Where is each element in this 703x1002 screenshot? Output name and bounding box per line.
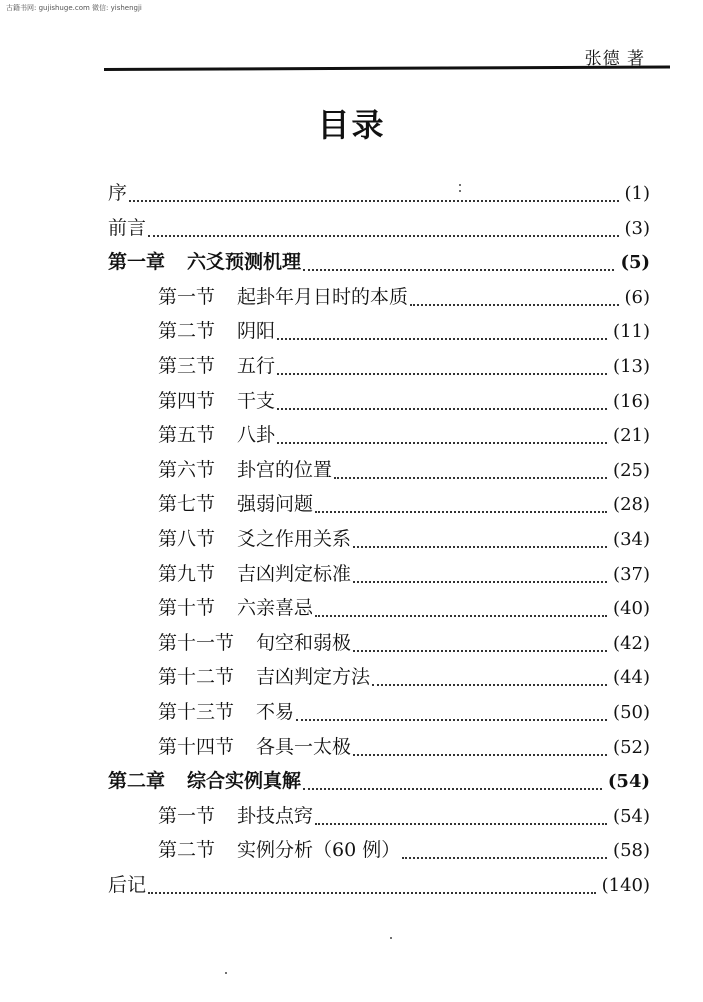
toc-entry-number: 第九节: [158, 562, 216, 585]
toc-entry-number: 第三节: [158, 355, 216, 377]
toc-entry-label: [158, 489, 313, 516]
toc-page-number: (1): [624, 183, 650, 204]
toc-entry-title: 序: [108, 182, 128, 204]
toc-entry-label: [158, 801, 313, 828]
toc-page-number: (37): [613, 563, 650, 585]
dot-leader: [353, 581, 607, 583]
toc-entry-title: 卦技点窍: [237, 804, 314, 827]
toc-entry-number: 第二节: [158, 839, 216, 862]
toc-entry-title: 八卦: [237, 424, 276, 447]
toc-entry-label: [158, 386, 275, 413]
dot-leader: [334, 477, 607, 479]
dot-leader: [315, 823, 607, 825]
toc-entry-title: 各具一太极: [256, 735, 352, 758]
page-title: 目录: [317, 106, 386, 144]
toc-entry-label: [158, 697, 294, 724]
toc-entry-title: 干支: [237, 389, 276, 412]
dot-leader: [303, 788, 602, 790]
dot-leader: [296, 719, 607, 721]
toc-entry-label: [158, 420, 275, 447]
toc-entry-number: 第七节: [158, 493, 216, 516]
dot-leader: [148, 892, 596, 894]
toc-entry-number: 第十一节: [158, 631, 235, 654]
dot-leader: [353, 754, 607, 756]
toc-chapter-entry: [108, 178, 650, 208]
toc-section-entry: [158, 697, 650, 727]
toc-entry-title: 实例分析（60 例）: [237, 839, 401, 862]
toc-page-number: (50): [613, 702, 650, 723]
toc-page-number: (11): [613, 321, 650, 343]
toc-entry-number: 第十四节: [158, 735, 235, 758]
toc-chapter-entry: [108, 766, 650, 796]
toc-entry-label: [158, 835, 400, 862]
dot-leader: [353, 650, 607, 652]
toc-chapter-entry: [108, 870, 650, 900]
toc-entry-number: 第四节: [158, 389, 216, 412]
toc-page-number: (16): [613, 390, 650, 412]
dot-leader: [402, 857, 607, 859]
toc-entry-label: [158, 559, 351, 586]
toc-page-number: (44): [613, 667, 650, 689]
toc-page-number: (54): [607, 771, 650, 793]
toc-entry-number: 第十二节: [158, 666, 235, 689]
dot-leader: [277, 442, 607, 444]
toc-section-entry: [158, 732, 650, 762]
dot-leader: [277, 338, 607, 340]
dot-leader: [410, 304, 618, 306]
toc-page-number: (58): [613, 840, 650, 862]
toc-entry-label: [158, 732, 351, 759]
toc-page-number: (34): [613, 529, 650, 550]
toc-section-entry: [158, 316, 650, 346]
dot-leader: [303, 269, 614, 271]
toc-section-entry: [158, 662, 650, 692]
toc-section-entry: [158, 628, 650, 658]
toc-page-number: (5): [620, 252, 650, 274]
dot-leader: [148, 235, 618, 237]
toc-entry-label: [108, 213, 146, 240]
toc-entry-title: 强弱问题: [237, 493, 314, 516]
toc-entry-number: 第八节: [158, 528, 216, 550]
scan-speck: [459, 184, 461, 186]
toc-entry-title: 阴阳: [237, 320, 276, 343]
toc-section-entry: [158, 386, 650, 416]
toc-page-number: (6): [624, 286, 650, 308]
toc-entry-number: 第十三节: [158, 701, 235, 723]
toc-entry-title: 爻之作用关系: [237, 528, 352, 550]
toc-entry-title: 旬空和弱极: [256, 631, 352, 654]
toc-page-number: (54): [613, 805, 650, 827]
toc-entry-label: [158, 351, 275, 378]
toc-entry-number: 第五节: [158, 424, 216, 447]
toc-entry-title: 后记: [108, 874, 147, 896]
toc-section-entry: [158, 524, 650, 554]
toc-entry-title: 卦宫的位置: [237, 458, 333, 481]
toc-page-number: (140): [601, 875, 650, 896]
toc-section-entry: [158, 559, 650, 589]
toc-section-entry: [158, 455, 650, 485]
toc-entry-title: 前言: [108, 216, 147, 239]
toc-entry-title: 不易: [256, 701, 295, 723]
author-line: 张德 著: [584, 49, 645, 69]
toc-entry-number: 第一节: [158, 804, 216, 827]
toc-entry-label: [158, 282, 408, 309]
toc-section-entry: [158, 801, 650, 831]
toc-entry-label: [158, 662, 370, 689]
dot-leader: [129, 200, 618, 202]
toc-section-entry: [158, 351, 650, 381]
toc-section-entry: [158, 593, 650, 623]
scan-speck: [225, 972, 227, 974]
toc-entry-label: [158, 593, 313, 620]
toc-entry-title: 综合实例真解: [187, 770, 302, 793]
scan-speck: [390, 937, 392, 939]
dot-leader: [353, 546, 607, 548]
toc-page-number: (25): [613, 459, 650, 481]
toc-page-number: (13): [613, 356, 650, 377]
toc-page-number: (3): [624, 217, 650, 239]
toc-section-entry: [158, 489, 650, 519]
toc-entry-label: [108, 766, 301, 793]
toc-entry-title: 六亲喜忌: [237, 597, 314, 620]
toc-entry-title: 吉凶判定标准: [237, 562, 352, 585]
toc-page-number: (52): [613, 736, 650, 758]
toc-section-entry: [158, 835, 650, 865]
toc-entry-number: 第二节: [158, 320, 216, 343]
toc-page-number: (40): [613, 598, 650, 620]
scan-speck: [459, 190, 461, 192]
toc-entry-label: [108, 870, 146, 897]
toc-entry-number: 第一章: [108, 251, 166, 274]
watermark-text: 古籍书网: gujishuge.com 微信: yishengji: [6, 4, 142, 12]
dot-leader: [315, 511, 607, 513]
dot-leader: [372, 684, 607, 686]
toc-entry-label: [158, 524, 351, 551]
toc-chapter-entry: [108, 213, 650, 243]
toc-entry-title: 五行: [237, 355, 276, 377]
toc-entry-number: 第十节: [158, 597, 216, 620]
toc-entry-title: 六爻预测机理: [187, 251, 302, 274]
toc-page-number: (42): [613, 632, 650, 654]
toc-section-entry: [158, 420, 650, 450]
toc-entry-label: [158, 455, 332, 482]
toc-section-entry: [158, 282, 650, 312]
toc-entry-number: 第六节: [158, 458, 216, 481]
toc-entry-number: 第二章: [108, 770, 166, 793]
dot-leader: [277, 408, 607, 410]
toc-page-number: (28): [613, 494, 650, 516]
toc-entry-label: [108, 247, 301, 274]
toc-entry-label: [158, 316, 275, 343]
toc-entry-label: [158, 628, 351, 655]
dot-leader: [277, 373, 607, 375]
toc-entry-title: 起卦年月日时的本质: [237, 285, 409, 308]
dot-leader: [315, 615, 607, 617]
toc-entry-label: [108, 178, 127, 205]
toc-entry-title: 吉凶判定方法: [256, 666, 371, 689]
toc-chapter-entry: [108, 247, 650, 277]
toc-entry-number: 第一节: [158, 285, 216, 308]
toc-page-number: (21): [613, 425, 650, 447]
